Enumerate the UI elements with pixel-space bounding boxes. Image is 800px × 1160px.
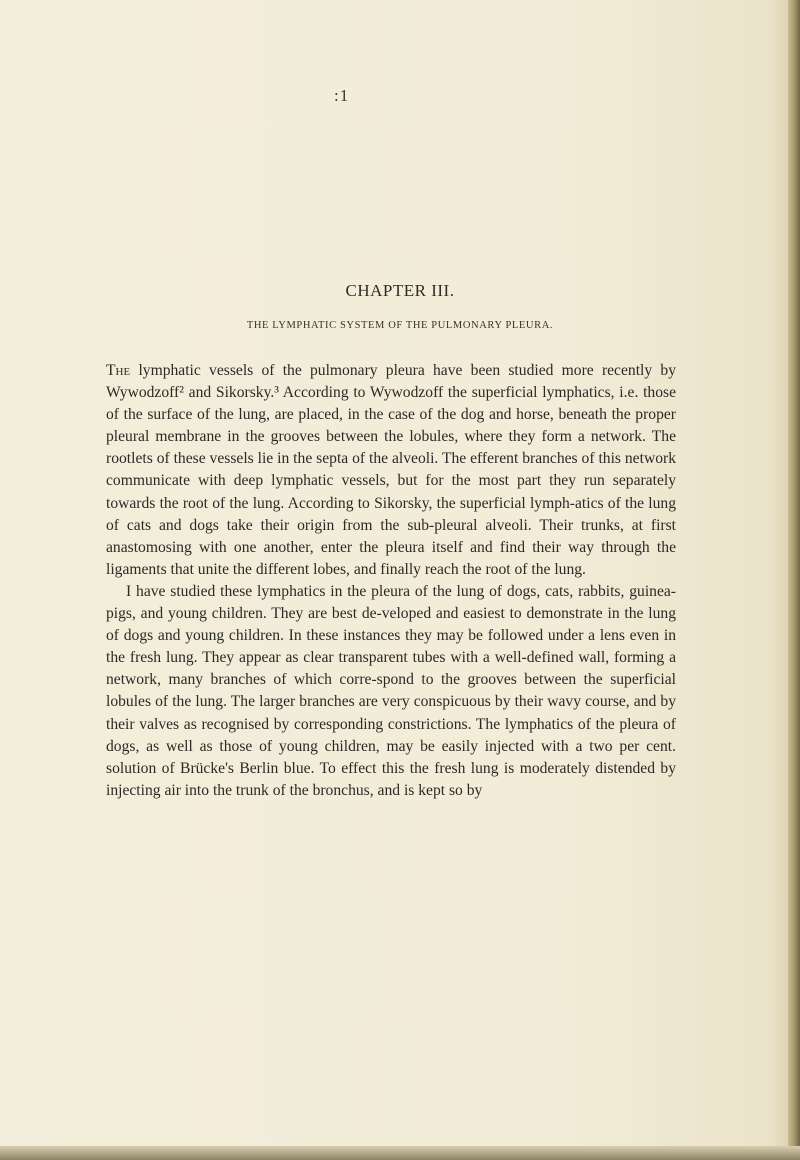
paragraph-1 (106, 360, 676, 581)
page-bottom-edge (0, 1146, 800, 1160)
paragraph-2: I have studied these lymphatics in the pleura of the lung of dogs, cats, rabbits, guinea-pigs, and young children. They are best de-veloped and easiest to demonstrate in the lung of dogs and young children. In these instances they may be followed under a lens even in the fresh lung. They appear as clear transparent tubes with a well-defined wall, forming a network, many branches of which corre-spond to the grooves between the superficial lobules of the lung. The larger branches are very conspicuous by their wavy course, and by their valves as recognised by corresponding constrictions. The lymphatics of the pleura of dogs, as well as those of young children, may be easily injected with a two per cent. solution of Brücke's Berlin blue. To effect this the fresh lung is moderately distended by injecting air into the trunk of the bronchus, and is kept so by (106, 582, 676, 799)
paragraph-1-text: lymphatic vessels of the pulmonary pleura have been studied more recently by Wywodzoff² and Sikorsky.³ According to Wywodzoff the superficial lymphatics, i.e. those of the surface of the lung, are placed, in the case of the dog and horse, beneath the proper pleural membrane in the grooves between the lobules, where they form a network. The rootlets of these vessels lie in the septa of the alveoli. The efferent branches of this network communicate with deep lymphatic vessels, but for the most part they run separately towards the root of the lung. According to Sikorsky, the superficial lymph-atics of the lung of cats and dogs take their origin from the sub-pleural alveoli. Their trunks, at first anastomosing with one another, enter the pleura itself and find their way through the ligaments that unite the different lobes, and finally reach the root of the lung. (106, 362, 676, 578)
page-number: :1 (334, 86, 350, 105)
page-edge-shadow (788, 0, 800, 1160)
body-text (106, 360, 676, 802)
paragraph-1-lead-word: The (106, 362, 131, 379)
chapter-title: CHAPTER III. (345, 281, 455, 300)
chapter-subtitle: THE LYMPHATIC SYSTEM OF THE PULMONARY PLEURA. (246, 320, 554, 331)
